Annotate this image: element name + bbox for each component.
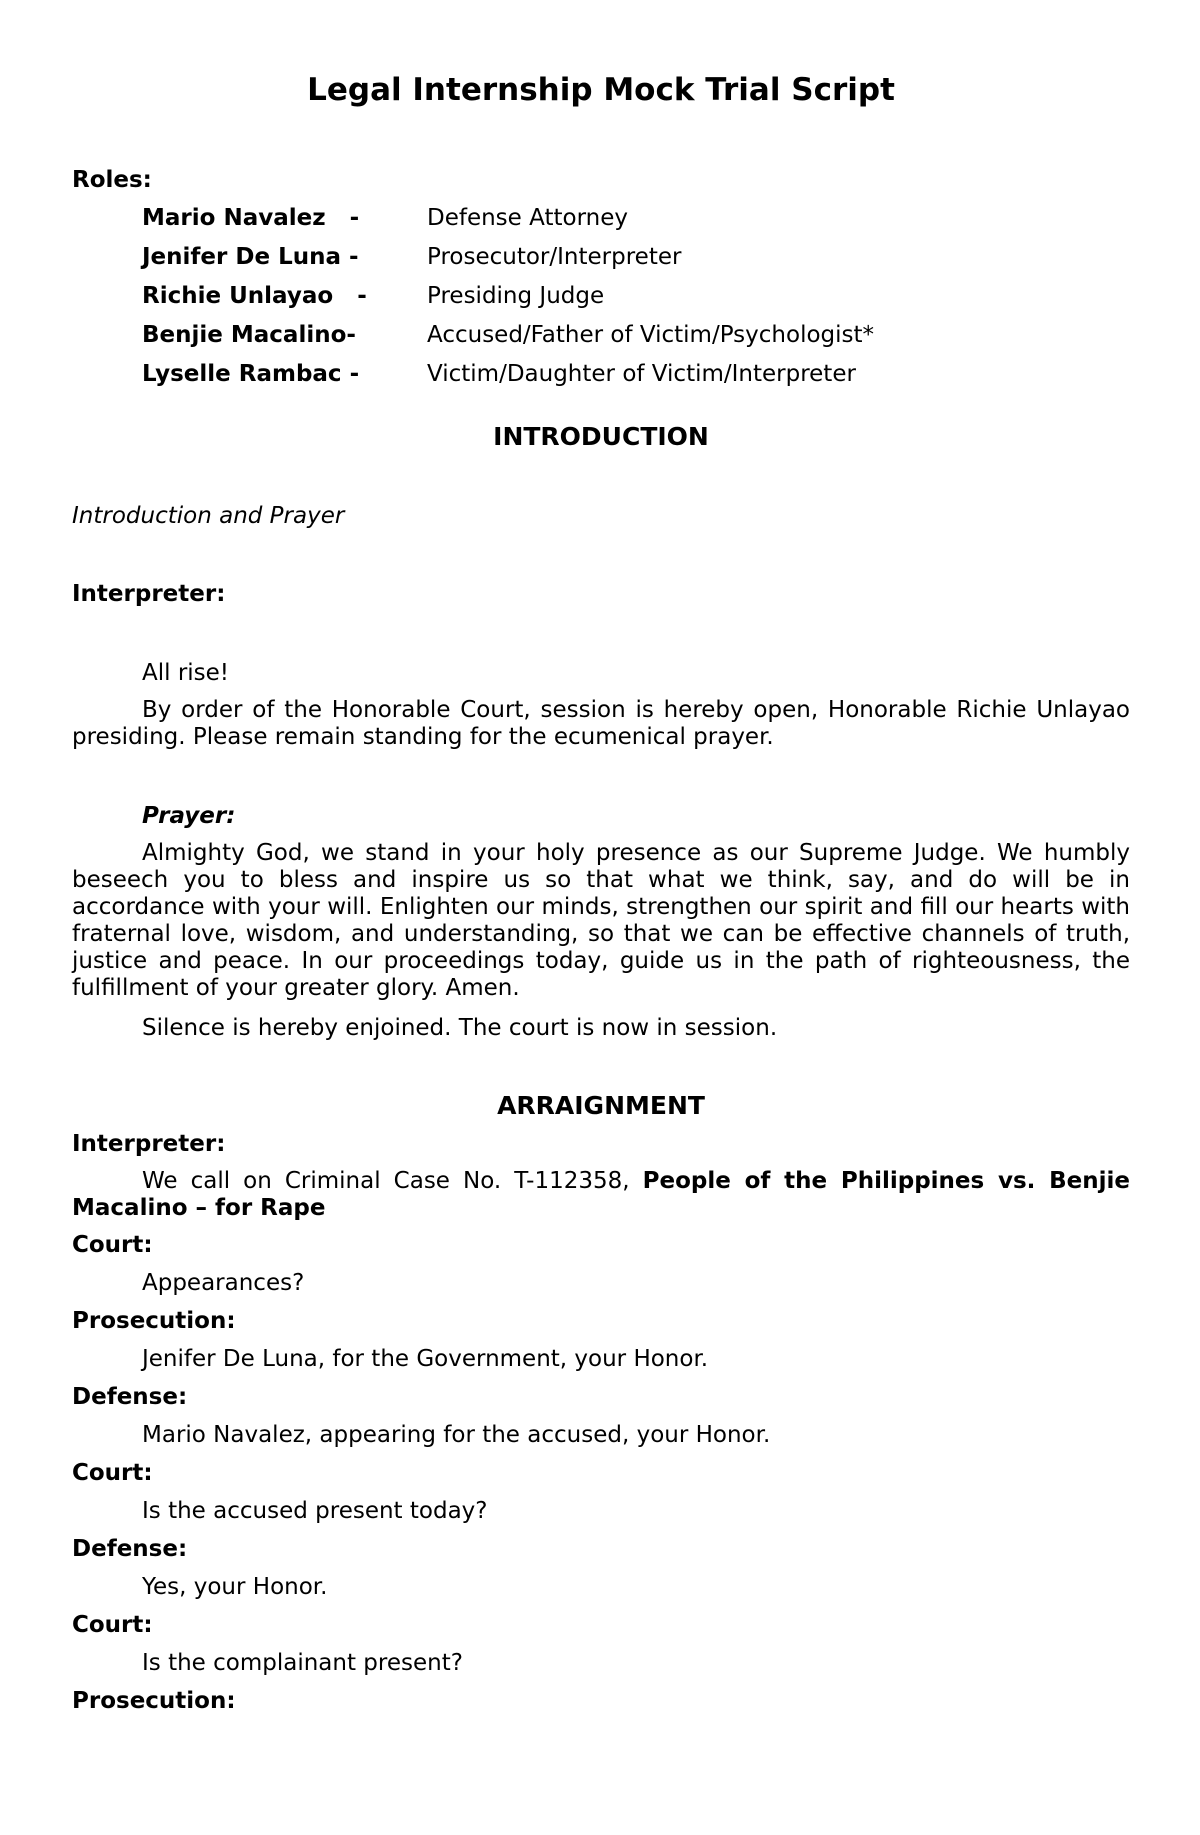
speaker-label: Defense: (72, 1536, 188, 1562)
role-row (142, 242, 1130, 272)
role-description: Presiding Judge (427, 283, 605, 309)
case-call-text: We call on Criminal Case No. T-112358, (142, 1168, 630, 1194)
all-rise-line: All rise! (142, 660, 230, 686)
dialogue-line: Mario Navalez, appearing for the accused, your Honor. (142, 1422, 771, 1448)
case-call-paragraph (72, 1168, 1130, 1222)
role-dash: - (349, 361, 360, 387)
introduction-subheading: Introduction and Prayer (72, 503, 345, 529)
dialogue-line: Yes, your Honor. (142, 1574, 328, 1600)
role-dash: - (349, 244, 359, 270)
prayer-label: Prayer: (142, 803, 236, 829)
speaker-label: Court: (72, 1612, 153, 1638)
prayer-paragraph: Almighty God, we stand in your holy presence as our Supreme Judge. We humbly beseech you to bless and inspire us so that what we think, say, and do will be in accordance with your will. Enlighten our minds, strengthen our spirit and fill our hearts with fraternal love, wisdom, and understanding, so that we can be effective channels of truth, justice and peace. In our proceedings today, guide us in the path of righteousness, the fulfillment of your greater glory. Amen. (72, 840, 1130, 1001)
session-closing-line: Silence is hereby enjoined. The court is now in session. (142, 1015, 778, 1041)
role-row (142, 281, 1130, 311)
introduction-heading: INTRODUCTION (493, 422, 709, 451)
dialogue-line: Jenifer De Luna, for the Government, your Honor. (142, 1346, 709, 1372)
role-name: Mario Navalez (142, 205, 326, 231)
role-name: Benjie Macalino (142, 322, 347, 348)
role-row (142, 203, 1130, 233)
role-dash: - (349, 205, 360, 231)
role-name: Richie Unlayao (142, 283, 334, 309)
role-description: Defense Attorney (427, 205, 628, 231)
case-title: People of the Philippines vs. Benjie Macalino – for Rape (72, 1168, 1131, 1221)
arraignment-heading: ARRAIGNMENT (497, 1091, 705, 1120)
dialogue-line: Appearances? (142, 1270, 305, 1296)
dialogue-line: Is the complainant present? (142, 1650, 463, 1676)
speaker-label: Court: (72, 1460, 153, 1486)
role-description: Victim/Daughter of Victim/Interpreter (427, 361, 856, 387)
roles-label: Roles: (72, 167, 152, 193)
speaker-label: Prosecution: (72, 1688, 236, 1714)
role-name: Jenifer De Luna (142, 244, 341, 270)
roles-table (142, 203, 1130, 389)
speaker-label: Interpreter: (72, 1131, 226, 1157)
role-description: Prosecutor/Interpreter (427, 244, 682, 270)
role-row (142, 320, 1130, 350)
role-row (142, 359, 1130, 389)
speaker-label: Defense: (72, 1384, 188, 1410)
session-open-paragraph: By order of the Honorable Court, session is hereby open, Honorable Richie Unlayao presiding. Please remain standing for the ecumenical prayer. (72, 697, 1130, 750)
speaker-label: Interpreter: (72, 581, 226, 607)
dialogue-line: Is the accused present today? (142, 1498, 488, 1524)
speaker-label: Prosecution: (72, 1308, 236, 1334)
document-title: Legal Internship Mock Trial Script (307, 72, 895, 108)
role-name: Lyselle Rambac (142, 361, 342, 387)
speaker-label: Court: (72, 1232, 153, 1258)
role-dash: - (357, 283, 367, 309)
role-dash: - (346, 322, 356, 348)
role-description: Accused/Father of Victim/Psychologist* (427, 322, 875, 348)
